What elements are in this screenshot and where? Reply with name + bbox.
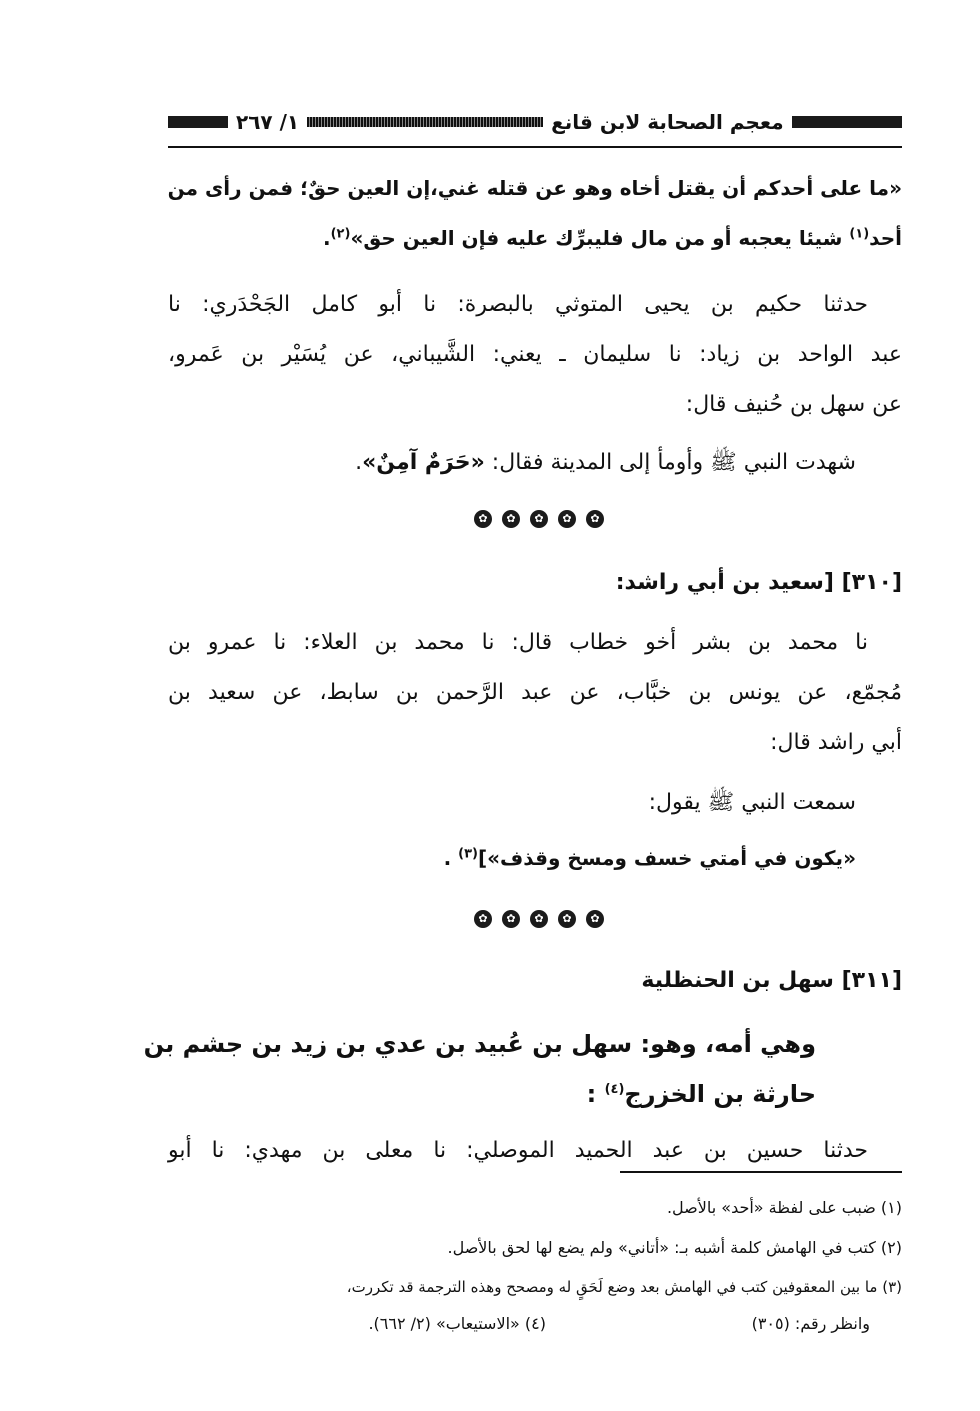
header-ornament bbox=[307, 117, 543, 127]
text-line: حدثنا حسين بن عبد الحميد الموصلي: نا معلى بن مهدي: نا أبو bbox=[168, 1138, 868, 1163]
text-line: حارثة بن الخزرج$^{(٤)}$ : bbox=[586, 1080, 816, 1108]
flower-icon: ✿ bbox=[502, 910, 520, 928]
book-title: معجم الصحابة لابن قانع bbox=[551, 110, 784, 134]
text-line: «يكون في أمتي خسف ومسخ وقذف»]$^{(٣)}$ . bbox=[443, 846, 856, 870]
section-separator bbox=[474, 510, 604, 532]
header-rule bbox=[168, 146, 902, 148]
footnote-ref: (٢) bbox=[330, 226, 351, 242]
text-line: أحد$^{(١)}$ شيئا يعجبه أو من مال فليبرِّك عليه فإن العين حق»$^{(٢)}$. bbox=[322, 226, 902, 250]
footnote: (٤) «الاستيعاب» (٢/ ٦٦٢). bbox=[368, 1314, 546, 1333]
flower-icon: ✿ bbox=[502, 510, 520, 528]
flower-icon: ✿ bbox=[558, 510, 576, 528]
page-number: ١/ ٢٦٧ bbox=[236, 110, 300, 134]
header-ornament bbox=[168, 116, 228, 128]
flower-icon: ✿ bbox=[530, 510, 548, 528]
text-line: حدثنا حكيم بن يحيى المتوثي بالبصرة: نا أبو كامل الجَحْدَري: نا bbox=[168, 292, 868, 317]
flower-icon: ✿ bbox=[474, 910, 492, 928]
entry-heading: [٣١١] سهل بن الحنظلية bbox=[641, 968, 902, 993]
footnote: (١) ضبب على لفظة «أحد» بالأصل. bbox=[666, 1198, 902, 1217]
footnote: (٣) ما بين المعقوفين كتب في الهامش بعد وضع لَحَقٍ له ومصحح وهذه الترجمة قد تكررت، bbox=[346, 1278, 902, 1296]
text-line: وهي أمه، وهو: سهل بن عُبيد بن عدي بن زيد بن جشم بن bbox=[143, 1030, 816, 1058]
text-line: شهدت النبي ﷺ وأومأ إلى المدينة فقال: «حَرَمٌ آمِنٌ». bbox=[355, 450, 856, 475]
flower-icon: ✿ bbox=[586, 510, 604, 528]
text-line: عن سهل بن حُنيف قال: bbox=[685, 392, 902, 417]
section-separator bbox=[474, 910, 604, 932]
text-line: نا محمد بن بشر أخو خطاب قال: نا محمد بن العلاء: نا عمرو بن bbox=[168, 630, 868, 655]
footnote-ref: (٤) bbox=[604, 1082, 625, 1097]
flower-icon: ✿ bbox=[558, 910, 576, 928]
text-line: «ما على أحدكم أن يقتل أخاه وهو عن قتله غني،إن العين حقٌ؛ فمن رأى من bbox=[167, 176, 902, 200]
entry-heading: [٣١٠] [سعيد بن أبي راشد: bbox=[615, 570, 902, 595]
footnote-ref: (٣) bbox=[458, 846, 478, 862]
flower-icon: ✿ bbox=[586, 910, 604, 928]
header-ornament bbox=[792, 116, 902, 128]
footnote: (٢) كتب في الهامش كلمة أشبه بـ: «أتاني» ولم يضع لها لحق بالأصل. bbox=[447, 1238, 902, 1257]
text-line: مُجمّع، عن يونس بن خبَّاب، عن عبد الرَّحمن بن سابط، عن سعيد بن bbox=[168, 680, 902, 705]
footnote-ref: (١) bbox=[849, 226, 870, 242]
footnote: وانظر رقم: (٣٠٥) bbox=[751, 1314, 870, 1333]
text-line: أبي راشد قال: bbox=[770, 730, 902, 755]
text-line: سمعت النبي ﷺ يقول: bbox=[648, 790, 856, 815]
footnote-rule bbox=[620, 1171, 902, 1173]
text-line: عبد الواحد بن زياد: نا سليمان ـ يعني: الشَّيباني، عن يُسَيْر بن عَمرو، bbox=[168, 342, 902, 367]
running-header bbox=[168, 102, 902, 142]
flower-icon: ✿ bbox=[530, 910, 548, 928]
flower-icon: ✿ bbox=[474, 510, 492, 528]
